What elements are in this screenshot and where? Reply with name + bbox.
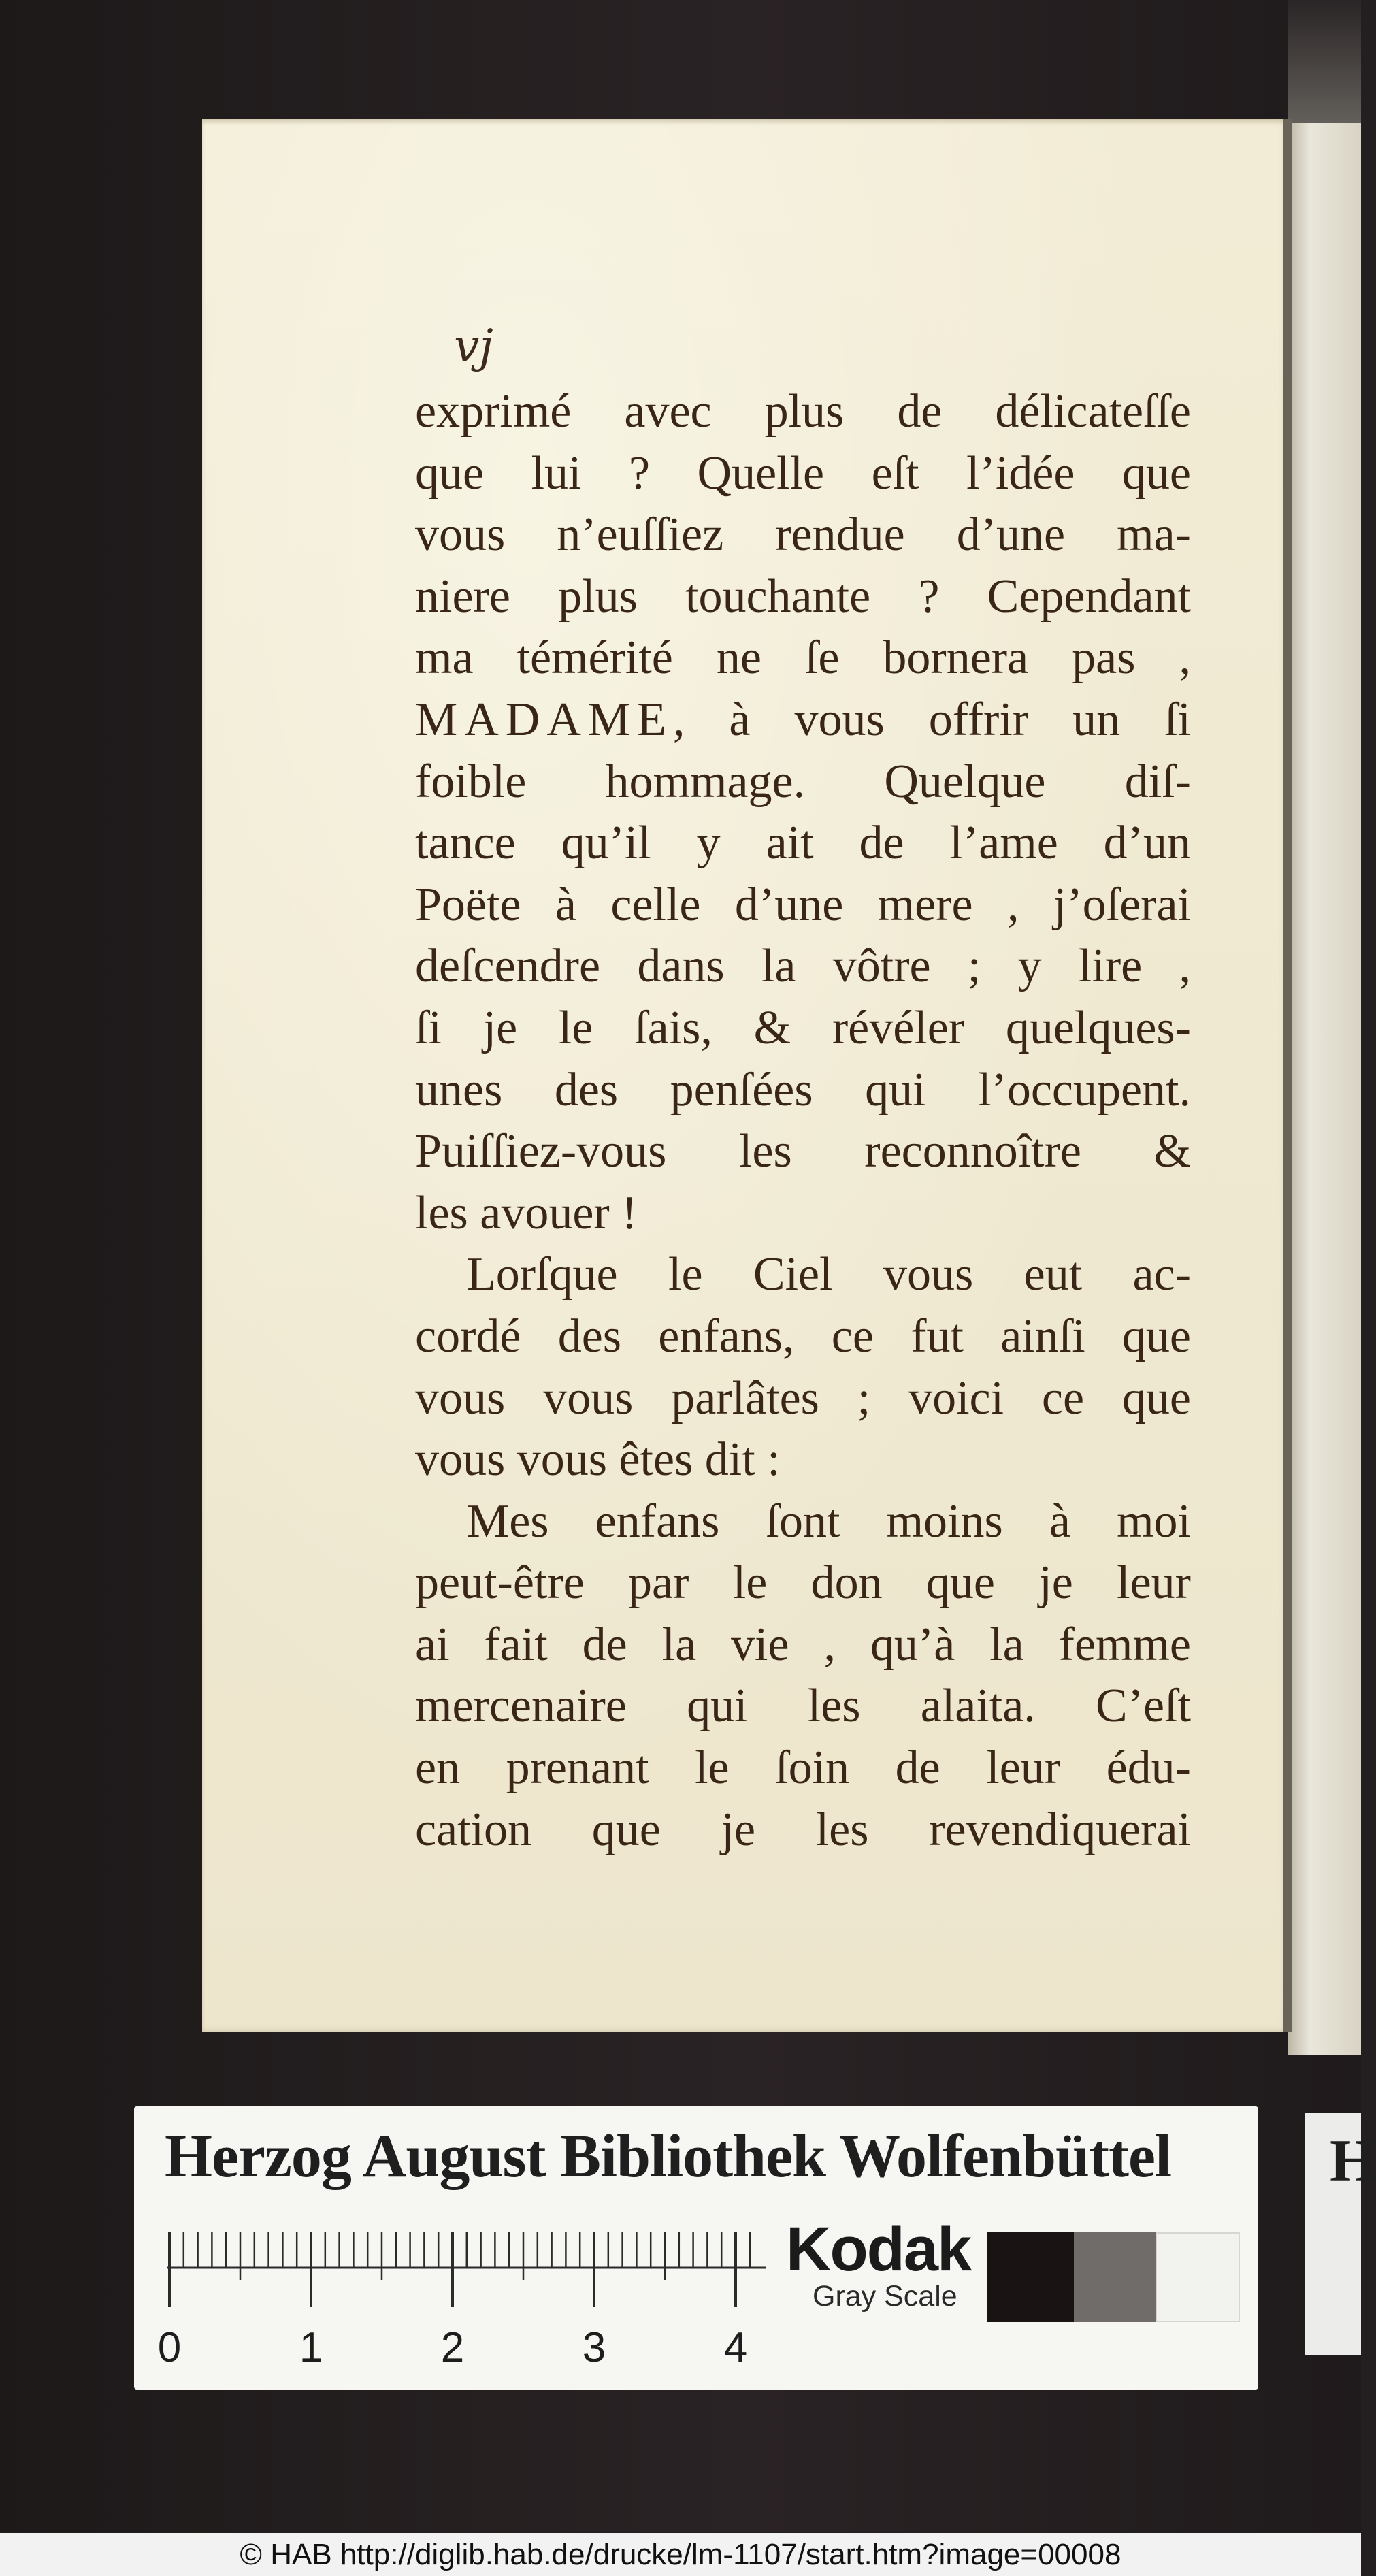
- next-page-edge: [1288, 123, 1361, 2055]
- text-line: Mes enfans ſont moins à moi: [467, 1495, 1191, 1548]
- ruler-label: 0: [157, 2324, 182, 2371]
- page-gutter: [1283, 119, 1292, 2032]
- text-line: tance qu’il y ait de l’ame d’un: [415, 817, 1191, 870]
- text-line-madame: MADAME, à vous offrir un ſi: [415, 693, 1191, 746]
- ruler-label: 3: [582, 2324, 606, 2371]
- text-line: Poëte à celle d’une mere , j’oſerai: [415, 878, 1191, 931]
- text-line: vous n’euſſiez rendue d’une ma-: [415, 508, 1191, 561]
- text-line: cordé des enfans, ce fut ainſi que: [415, 1309, 1191, 1363]
- text-line: ſi je le ſais, & révéler quelques-: [415, 1001, 1191, 1054]
- gray-swatches: [987, 2232, 1240, 2322]
- text-line: cation que je les revendiquerai: [415, 1803, 1191, 1856]
- library-name: Herzog August Bibliothek Wolfenbüttel: [165, 2123, 1171, 2190]
- next-page-shadow: [1288, 0, 1361, 143]
- scale-ruler: [157, 2219, 766, 2375]
- ruler-ticks: [169, 2232, 750, 2307]
- text-line: Puiſſiez-vous les reconnoître &: [415, 1125, 1191, 1178]
- page-text: [415, 381, 1191, 1861]
- paragraph-2: [415, 1244, 1191, 1490]
- text-line: unes des penſées qui l’occupent.: [415, 1063, 1191, 1116]
- text-line: vous vous parlâtes ; voici ce que: [415, 1371, 1191, 1424]
- gray-swatch: [1156, 2232, 1240, 2322]
- text-line: mercenaire qui les alaita. C’eſt: [415, 1680, 1191, 1733]
- text-line: deſcendre dans la vôtre ; y lire ,: [415, 940, 1191, 993]
- text-line: peut-être par le don que je leur: [415, 1556, 1191, 1610]
- text-line: vous vous êtes dit :: [415, 1433, 781, 1486]
- madame-small-caps: MADAME: [415, 693, 673, 746]
- ruler-label: 4: [723, 2324, 748, 2371]
- color-target-card: [134, 2106, 1258, 2390]
- footer-credit: © HAB http://diglib.hab.de/drucke/lm-1107/start.htm?image=00008: [0, 2533, 1361, 2576]
- text-line: que lui ? Quelle eſt l’idée que: [415, 446, 1191, 500]
- gray-scale-label: Gray Scale: [813, 2280, 957, 2313]
- text-line: ma témérité ne ſe bornera pas ,: [415, 632, 1191, 685]
- paragraph-1: [415, 381, 1191, 1244]
- text-line: niere plus touchante ? Cependant: [415, 570, 1191, 623]
- text-line: foible hommage. Quelque diſ-: [415, 755, 1191, 808]
- text-line: exprimé avec plus de délicateſſe: [415, 385, 1191, 438]
- kodak-logo: Kodak: [786, 2215, 971, 2284]
- ruler-label: 2: [440, 2324, 465, 2371]
- gray-swatch: [987, 2232, 1074, 2322]
- ruler-label: 1: [299, 2324, 323, 2371]
- gray-swatch: [1074, 2232, 1156, 2322]
- text-line: en prenant le ſoin de leur édu-: [415, 1742, 1191, 1795]
- ruler-labels: [158, 2324, 747, 2371]
- text-line: ai fait de la vie , qu’à la femme: [415, 1618, 1191, 1671]
- text-line: les avouer !: [415, 1186, 638, 1239]
- next-target-letter: H: [1330, 2128, 1376, 2194]
- text-line: Lorſque le Ciel vous eut ac-: [467, 1248, 1191, 1301]
- page-number: vj: [454, 320, 493, 372]
- paragraph-3: [415, 1491, 1191, 1861]
